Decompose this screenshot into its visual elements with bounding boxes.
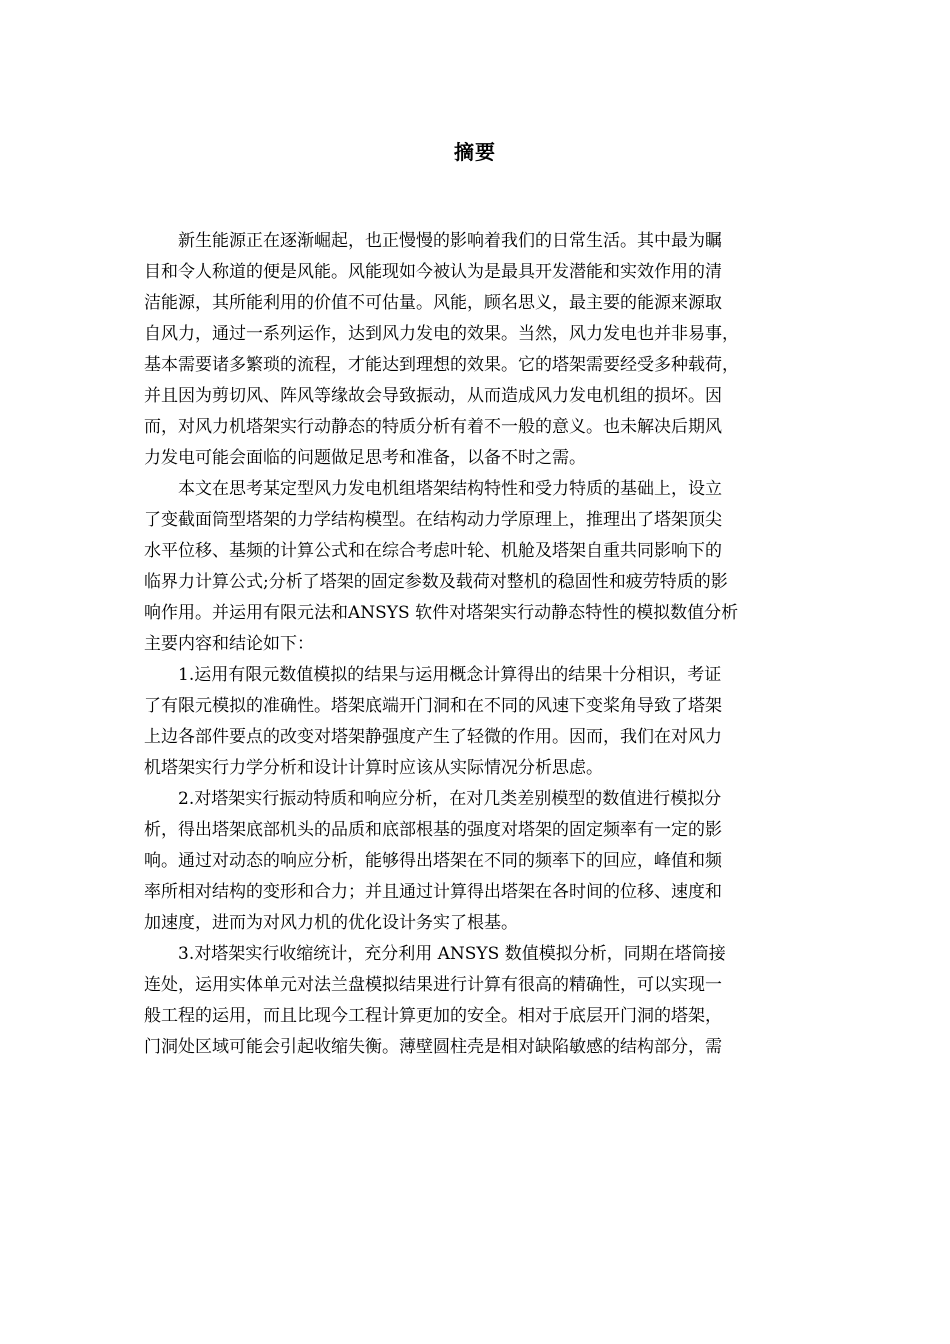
- text-line: 基本需要诸多繁琐的流程，才能达到理想的效果。它的塔架需要经受多种载荷，: [144, 355, 739, 375]
- paragraph-1: [144, 226, 824, 474]
- text-line: 1.运用有限元数值模拟的结果与运用概念计算得出的结果十分相识，考证: [178, 665, 722, 685]
- text-line: 般工程的运用，而且比现今工程计算更加的安全。相对于底层开门洞的塔架，: [144, 1006, 722, 1026]
- text-line: 上边各部件要点的改变对塔架静强度产生了轻微的作用。因而，我们在对风力: [144, 727, 722, 747]
- text-line: 响作用。并运用有限元法和ANSYS 软件对塔架实行动静态特性的模拟数值分析: [144, 603, 739, 623]
- paragraph-4: [144, 784, 824, 939]
- text-line: 了有限元模拟的准确性。塔架底端开门洞和在不同的风速下变桨角导致了塔架: [144, 696, 722, 716]
- text-line: 自风力，通过一系列运作，达到风力发电的效果。当然，风力发电也并非易事，: [144, 324, 739, 344]
- text-line: 目和令人称道的便是风能。风能现如今被认为是最具开发潜能和实效作用的清: [144, 262, 722, 282]
- text-line: 并且因为剪切风、阵风等缘故会导致振动，从而造成风力发电机组的损坏。因: [144, 386, 722, 406]
- text-line: 3.对塔架实行收缩统计，充分利用 ANSYS 数值模拟分析，同期在塔筒接: [178, 944, 726, 964]
- text-line: 水平位移、基频的计算公式和在综合考虑叶轮、机舱及塔架自重共同影响下的: [144, 541, 722, 561]
- text-line: 本文在思考某定型风力发电机组塔架结构特性和受力特质的基础上，设立: [178, 479, 722, 499]
- text-line: 2.对塔架实行振动特质和响应分析，在对几类差别模型的数值进行模拟分: [178, 789, 722, 809]
- text-line: 率所相对结构的变形和合力；并且通过计算得出塔架在各时间的位移、速度和: [144, 882, 722, 902]
- text-line: 门洞处区域可能会引起收缩失衡。薄壁圆柱壳是相对缺陷敏感的结构部分，需: [144, 1037, 722, 1057]
- paragraph-5: [144, 939, 824, 1063]
- text-line: 连处，运用实体单元对法兰盘模拟结果进行计算有很高的精确性，可以实现一: [144, 975, 722, 995]
- text-line: 加速度，进而为对风力机的优化设计务实了根基。: [144, 913, 518, 933]
- paragraph-2: [144, 474, 824, 660]
- text-line: 响。通过对动态的响应分析，能够得出塔架在不同的频率下的回应，峰值和频: [144, 851, 722, 871]
- paragraph-3: [144, 660, 824, 784]
- abstract-title: 摘要: [454, 140, 496, 164]
- text-line: 机塔架实行力学分析和设计计算时应该从实际情况分析思虑。: [144, 758, 603, 778]
- text-line: 力发电可能会面临的问题做足思考和准备，以备不时之需。: [144, 448, 586, 468]
- text-line: 而，对风力机塔架实行动静态的特质分析有着不一般的意义。也未解决后期风: [144, 417, 722, 437]
- text-line: 了变截面筒型塔架的力学结构模型。在结构动力学原理上，推理出了塔架顶尖: [144, 510, 722, 530]
- text-line: 临界力计算公式;分析了塔架的固定参数及载荷对整机的稳固性和疲劳特质的影: [144, 572, 728, 592]
- text-line: 析，得出塔架底部机头的品质和底部根基的强度对塔架的固定频率有一定的影: [144, 820, 722, 840]
- abstract-body: [144, 226, 824, 1063]
- text-line: 新生能源正在逐渐崛起，也正慢慢的影响着我们的日常生活。其中最为瞩: [178, 231, 722, 251]
- text-line: 洁能源，其所能利用的价值不可估量。风能，顾名思义，最主要的能源来源取: [144, 293, 722, 313]
- text-line: 主要内容和结论如下：: [144, 634, 314, 654]
